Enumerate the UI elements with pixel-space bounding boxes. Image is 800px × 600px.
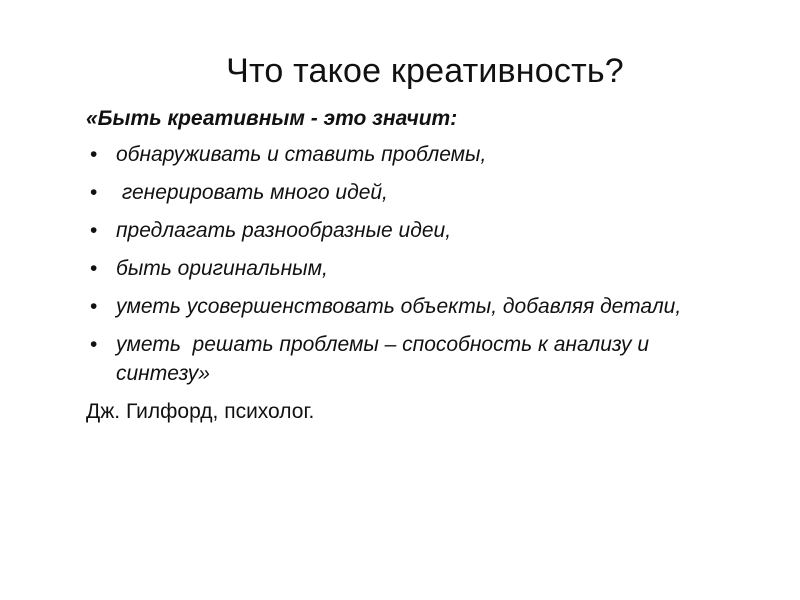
bullet-icon: • — [90, 219, 98, 242]
list-item — [86, 216, 746, 245]
list-item — [86, 330, 746, 388]
slide-title: Что такое креативность? — [226, 52, 624, 90]
quote-intro: «Быть креативным - это значит: — [86, 107, 458, 130]
list-item-text: предлагать разнообразные идеи, — [116, 219, 452, 242]
bullet-icon: • — [90, 333, 98, 356]
list-item-text: уметь усовершенствовать объекты, добавляя детали, — [116, 295, 682, 318]
list-item-text: генерировать много идей, — [116, 181, 388, 204]
list-item — [86, 254, 746, 283]
bullet-icon: • — [90, 143, 98, 166]
bullet-list — [86, 140, 746, 388]
bullet-icon: • — [90, 257, 98, 280]
list-item — [86, 178, 746, 207]
list-item-text: быть оригинальным, — [116, 257, 328, 280]
list-item — [86, 292, 746, 321]
list-item-text: уметь решать проблемы – способность к анализу и синтезу» — [116, 333, 655, 385]
quote-author: Дж. Гилфорд, психолог. — [86, 400, 315, 423]
bullet-icon: • — [90, 295, 98, 318]
list-item-text: обнаруживать и ставить проблемы, — [116, 143, 487, 166]
list-item — [86, 140, 746, 169]
bullet-icon: • — [90, 181, 98, 204]
slide-content — [86, 104, 746, 427]
